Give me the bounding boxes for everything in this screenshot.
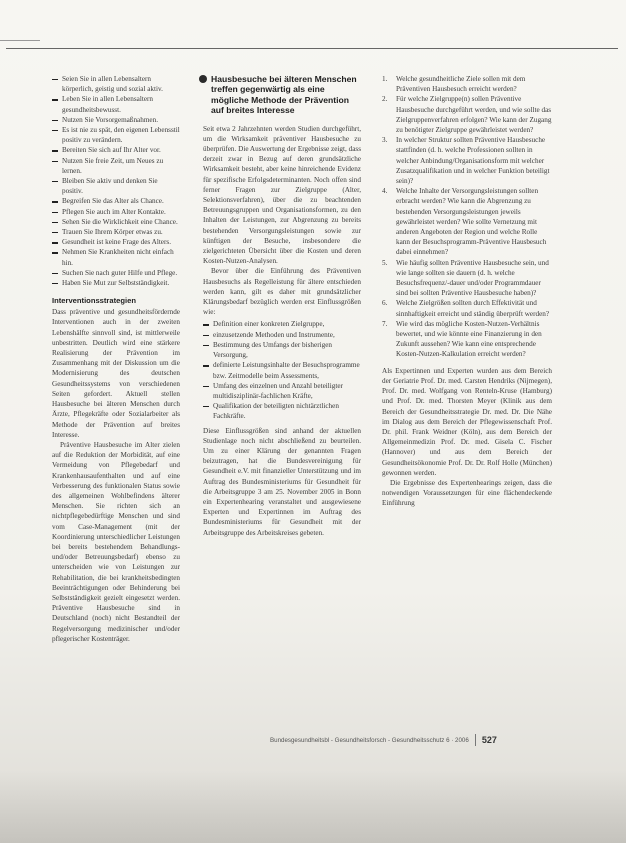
question-text: Wie wird das mögliche Kosten-Nutzen-Verhältnis bewertet, und wie könnte eine Finanzierung in den Zukunft aussehen? Wie kann eine entsprechende Kosten-Nutzen-Kalkulation erreicht werden?	[396, 319, 542, 359]
pull-quote-heading	[203, 74, 361, 116]
list-item: Haben Sie Mut zur Selbstständigkeit.	[52, 278, 180, 288]
question-text: In welcher Struktur sollten Präventive Hausbesuche stattfinden (d. h. welche Professionen sollten in welcher Anbindung/Organisationsform mit welcher Zusatzqualifikation und in welcher Funktion beteiligt sein)?	[396, 136, 550, 186]
question-number: 3.	[382, 136, 388, 145]
journal-citation: Bundesgesundheitsbl - Gesundheitsforsch - Gesundheitsschutz 6 · 2006	[270, 736, 469, 744]
question-text: Welche Inhalte der Versorgungsleistungen sollten erbracht werden? Wie kann die Abgrenzung zu bestehenden Versorgungsleistungen jeweils gewährleistet werden? Wie sollte Vernetzung mit anderen Angeboten der Region und welche Rolle kann der Besuchsprogramm-Präventive Hausbesuch dabei einnehmen?	[396, 187, 547, 257]
list-item: Bereiten Sie sich auf Ihr Alter vor.	[52, 145, 180, 155]
list-item: Sehen Sie die Wirklichkeit eine Chance.	[52, 217, 180, 227]
list-item: Trauen Sie Ihrem Körper etwas zu.	[52, 227, 180, 237]
list-item: Begreifen Sie das Alter als Chance.	[52, 196, 180, 206]
crop-mark	[0, 40, 40, 41]
paragraph: Seit etwa 2 Jahrzehnten werden Studien durchgeführt, um die Wirksamkeit präventiver Hausbesuche zu überprüfen. Die Auswertung der Ergebnisse zeigt, dass derzeit zwar in Bezug auf deren grundsätzliche Wirksamkeit besteht, aber keine hinreichende Evidenz für spezifische Erfolgsdeterminanten. Noch offen sind ferner Fragen zur Zielgruppe (Alter, Selektionsverfahren), über die zu beachtenden Betreuungsgruppen und Organisationsformen, zu den Inhalten der Leistungen, zur Abgrenzung zu bereits bestehenden Versorgungsleistungen sowie zur künftigen der Besuche, insbesondere die zielgerichteten Übersicht über die Kosten und deren Kosten-Nutzen-Analysen.	[203, 124, 361, 266]
list-item: Umfang des einzelnen und Anzahl beteiligter multidisziplinär-fachlichen Kräfte,	[203, 381, 361, 401]
list-item: einzusetzende Methoden und Instrumente,	[203, 330, 361, 340]
list-item: Es ist nie zu spät, den eigenen Lebensstil positiv zu verändern.	[52, 125, 180, 145]
header-rule	[6, 48, 618, 49]
list-item: Gesundheit ist keine Frage des Alters.	[52, 237, 180, 247]
section-title: Interventionsstrategien	[52, 296, 136, 306]
question-number: 1.	[382, 75, 388, 83]
paragraph: Bevor über die Einführung des Präventiven Hausbesuchs als Regelleistung für ältere entschieden werden kann, gilt es daher mit grundsätzlicher Klärungsbedarf bezüglich werden erst Einflussgrößen wie:	[203, 267, 361, 317]
question-item	[382, 319, 552, 360]
question-item	[382, 298, 552, 318]
list-item: Suchen Sie nach guter Hilfe und Pflege.	[52, 268, 180, 278]
paragraph: Dass präventive und gesundheitsfördernde Interventionen auch in der zweiten Lebenshälfte sinnvoll sind, ist mittlerweile unbestritten. Deutlich wird eine stärkere Realisierung der Prävention im Zusammenhang mit der Diskussion um die Modernisierung des deutschen Gesundheitssystems von verschiedenen Seiten gefordert. Aktuell stellen Hausbesuche bei älteren Menschen durch Ärzte, Pflegekräfte oder Sozialarbeiter als Methode der Prävention auf breites Interesse.	[52, 308, 180, 439]
question-number: 5.	[382, 258, 388, 267]
question-item	[382, 94, 552, 135]
column-middle	[203, 74, 361, 538]
paragraph: Diese Einflussgrößen sind anhand der aktuellen Studienlage noch nicht abschließend zu beurteilen. Um zu einer Klärung der genannten Fragen beizutragen, hat die Bundesvereinigung für Gesundheit e.V. mit finanzieller Unterstützung und im Auftrag des Bundesministeriums für Gesundheit für die Arbeitsgruppe 3 am 25. November 2005 in Bonn ein Expertenhearing veranstaltet und ausgewiesene Experten und Expertinnen im Auftrag des Bundesministeriums für Gesundheit mit der Arbeitsgruppe des Arbeitskreises gebeten.	[203, 426, 361, 537]
list-item: Bleiben Sie aktiv und denken Sie positiv.	[52, 176, 180, 196]
paragraph: Die Ergebnisse des Expertenhearings zeigen, dass die notwendigen Voraussetzungen für eine flächendeckende Einführung	[382, 478, 552, 508]
question-text: Welche gesundheitliche Ziele sollen mit dem Präventiven Hausbesuch erreicht werden?	[396, 75, 526, 94]
column-right	[382, 74, 552, 509]
list-item: Definition einer konkreten Zielgruppe,	[203, 319, 361, 329]
paragraph: Als Expertinnen und Experten wurden aus dem Bereich der Geriatrie Prof. Dr. med. Carsten Hendriks (Nijmegen), Prof. Dr. med. Wolfgang von Renteln-Kruse (Hamburg) und Prof. Dr. med. Thorsten Meyer (Klinik aus dem Bereich der Gesundheitsstrategie Dr. med. Dr. Die Nähe im Dialog aus dem Bereich der Pflegewissenschaft Prof. Dr. phil. Frank Weidner (Köln), aus dem Bereich der Allgemeinmedizin Prof. Dr. med. Gisela C. Fischer (Hannover) und aus dem Bereich der Gesundheitsökonomie Prof. Dr. Dr. Rolf Holle (München) gewonnen werden.	[382, 366, 552, 477]
list-item: definierte Leistungsinhalte der Besuchsprogramme bzw. Zeitmodelle beim Assessments,	[203, 360, 361, 380]
list-item: Nutzen Sie freie Zeit, um Neues zu lernen.	[52, 156, 180, 176]
paragraph: Präventive Hausbesuche im Alter zielen auf die Reduktion der Morbidität, auf eine Vermeidung von Pflegebedarf und Krankenhausaufenthalten und auf eine Verbesserung des funktionalen Status sowie des allgemeinen Wohlbefindens älterer Menschen. Sie richten sich an nichtpflegebedürftige Menschen und sind vom Case-Management (mit der Koordinierung unterschiedlicher Leistungen bei bereits bestehendem Behandlungs- und/oder Betreuungsbedarf) ebenso zu unterscheiden wie von Leistungen zur Rehabilitation, die bei krankheitsbedingten Beeinträchtigungen oder Behinderung bei Selbstständigkeit gezielt eingesetzt werden. Präventive Hausbesuche sind in Deutschland (noch) nicht Bestandteil der Regelversorgung medizinischer und/oder pflegerischer Kostenträger.	[52, 440, 180, 643]
column-left	[52, 74, 180, 644]
list-item: Bestimmung des Umfangs der bisherigen Versorgung,	[203, 340, 361, 360]
recommendation-list	[52, 74, 180, 288]
question-item	[382, 74, 552, 94]
question-item	[382, 135, 552, 186]
list-item: Nutzen Sie Vorsorgemaßnahmen.	[52, 115, 180, 125]
list-item: Qualifikation der beteiligten nichtärztlichen Fachkräfte.	[203, 401, 361, 421]
question-text: Wie häufig sollten Präventive Hausbesuche sein, und wie lange sollten sie dauern (d. h. welche Besuchsfrequenz/-dauer und/oder Programmdauer sind bei sollten Präventive Hausbesuche haben)?	[396, 258, 549, 298]
list-item: Pflegen Sie auch im Alter Kontakte.	[52, 207, 180, 217]
page-number: 527	[481, 735, 497, 745]
pull-quote-text: Hausbesuche bei älteren Menschen treffen gegenwärtig als eine mögliche Methode der Prävention auf breites Interesse	[211, 74, 357, 116]
question-text: Für welche Zielgruppe(n) sollen Präventive Hausbesuche durchgeführt werden, und wie sollte das Zielgruppenverfahren erfolgen? Wie kann der Zugang zu benötigter Zielgruppe gewährleistet werden?	[396, 95, 552, 135]
question-number: 2.	[382, 95, 388, 104]
question-text: Welche Zielgrößen sollten durch Effektivität und sinnhaftigkeit erreicht und ständig überprüft werden?	[396, 299, 550, 318]
question-list	[382, 74, 552, 360]
list-item: Seien Sie in allen Lebensaltern körperlich, geistig und sozial aktiv.	[52, 74, 180, 94]
list-item: Nehmen Sie Krankheiten nicht einfach hin.	[52, 247, 180, 267]
question-number: 6.	[382, 299, 388, 308]
footer-divider	[475, 734, 476, 746]
list-item: Leben Sie in allen Lebensaltern gesundheitsbewusst.	[52, 94, 180, 114]
question-number: 4.	[382, 187, 388, 196]
page-footer	[270, 734, 570, 746]
factor-list	[203, 319, 361, 421]
question-item	[382, 186, 552, 257]
scan-shadow	[0, 770, 626, 843]
question-item	[382, 258, 552, 299]
bullet-marker-icon	[199, 75, 207, 83]
question-number: 7.	[382, 319, 388, 328]
